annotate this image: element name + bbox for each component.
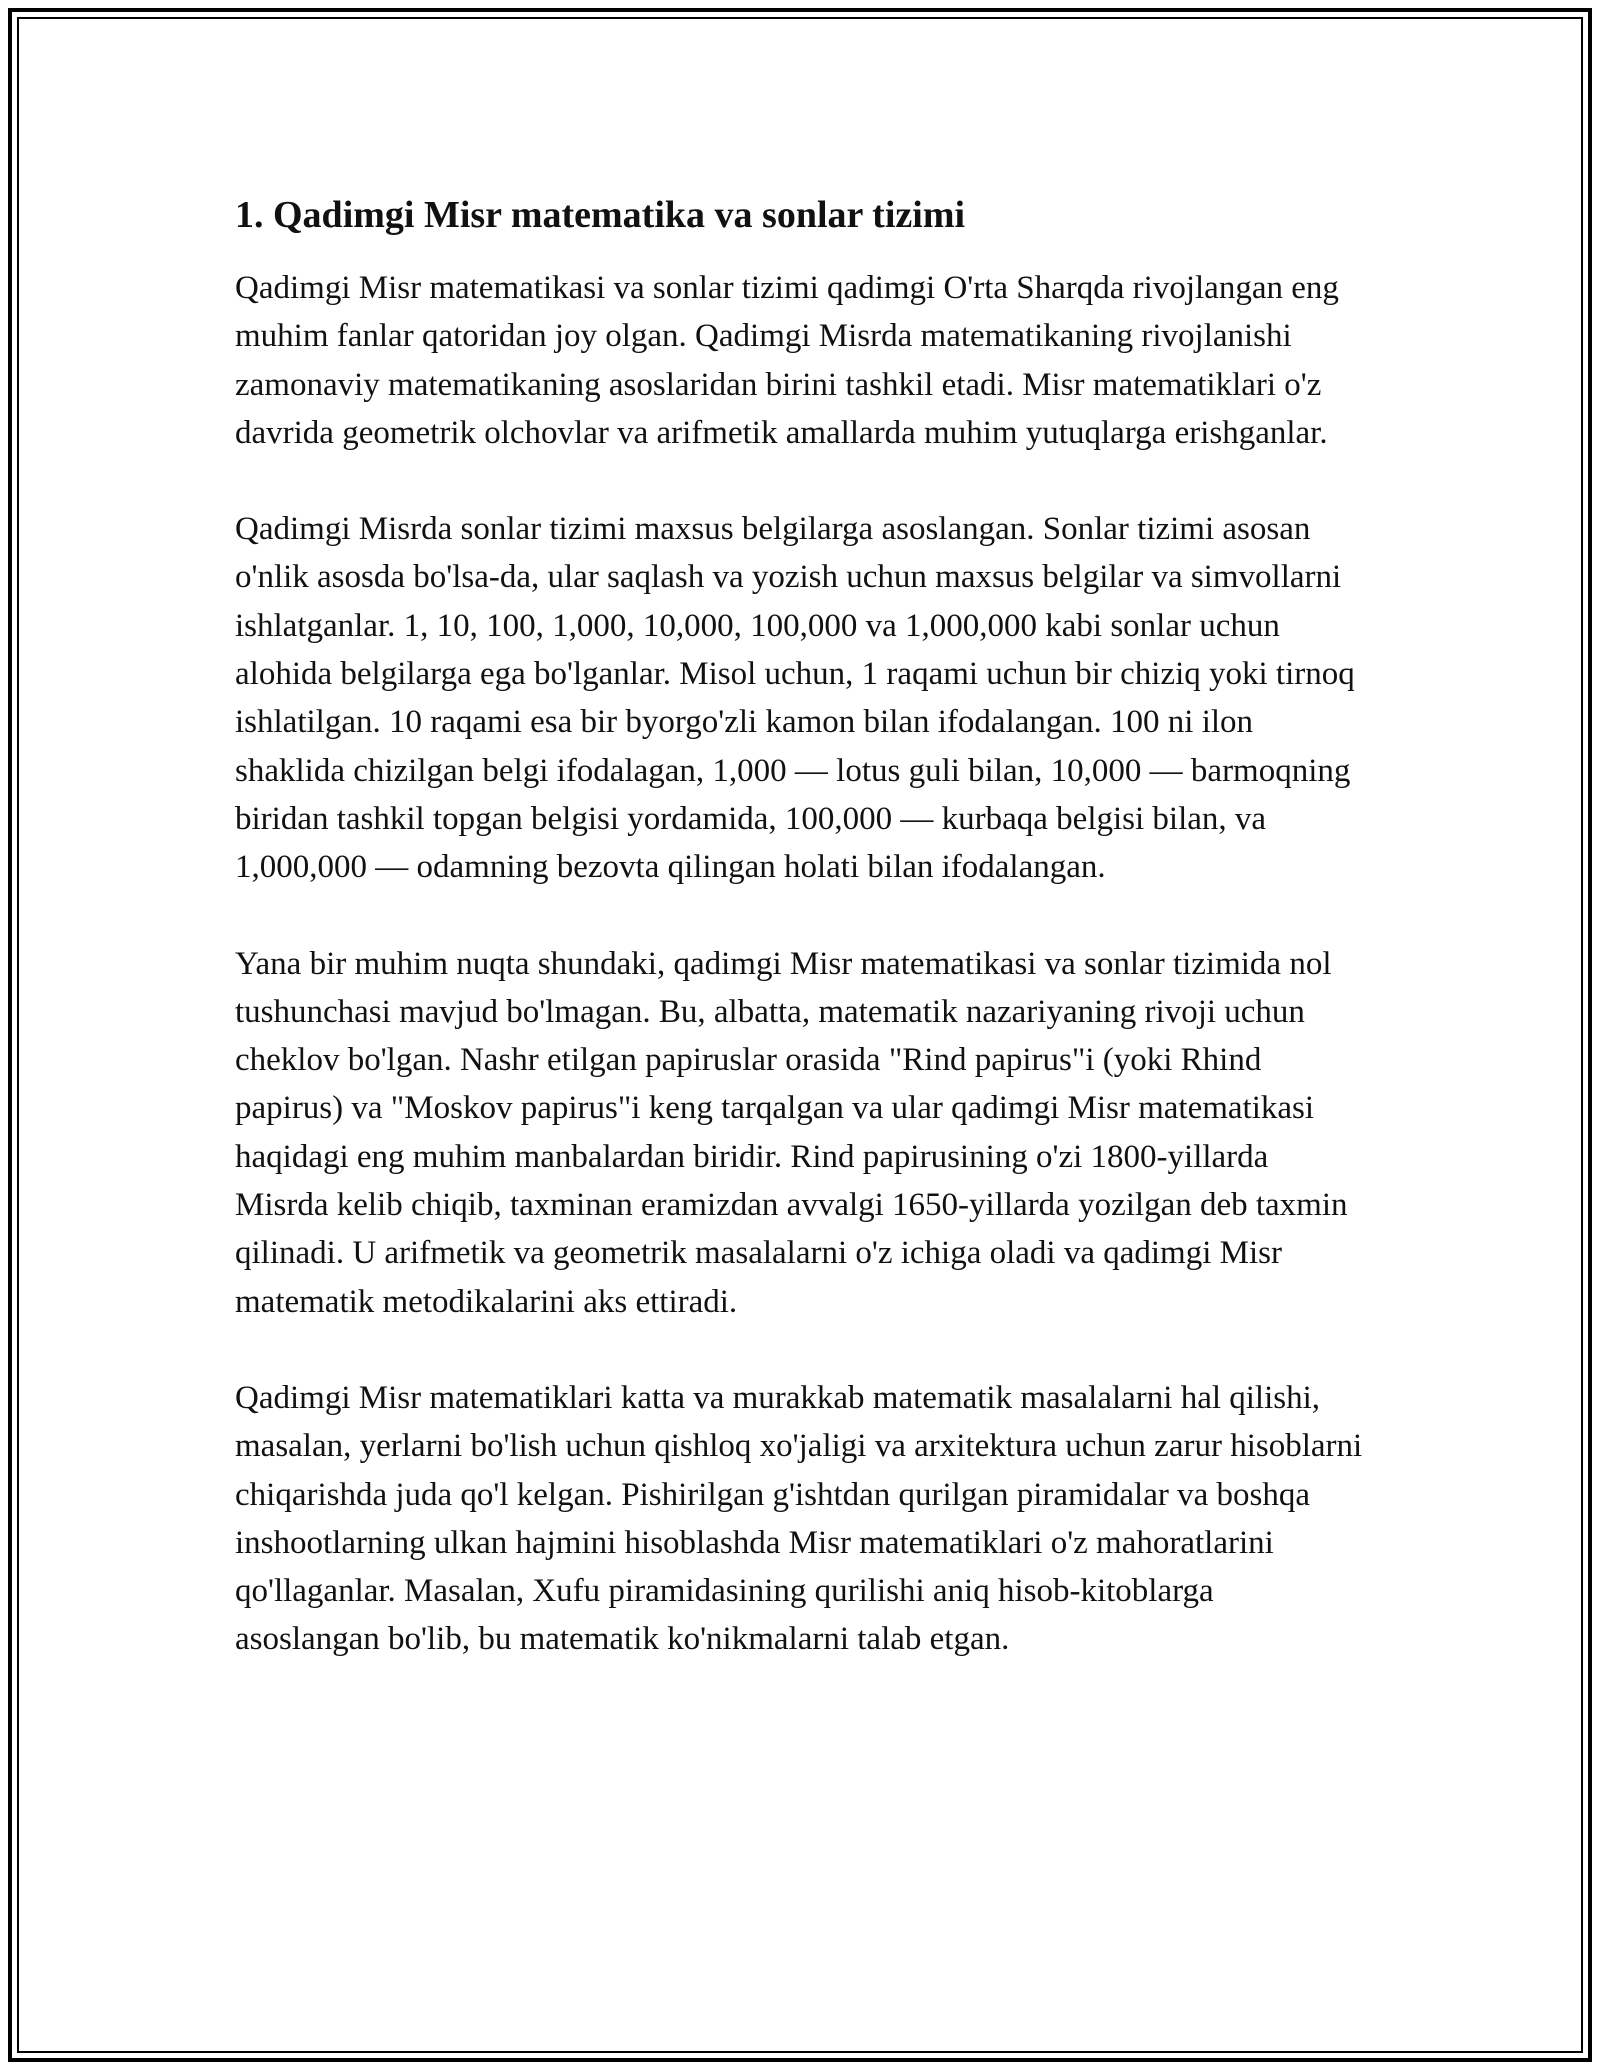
paragraph-2: Qadimgi Misrda sonlar tizimi maxsus belgilarga asoslangan. Sonlar tizimi asosan o'nlik asosda bo'lsa-da, ular saqlash va yozish uchun maxsus belgilar va simvollarni ishlatganlar. 1, 10, 100, 1,000, 10,000, 100,000 va 1,000,000 kabi sonlar uchun alohida belgilarga ega bo'lganlar. Misol uchun, 1 raqami uchun bir chiziq yoki tirnoq ishlatilgan. 10 raqami esa bir byorgo'zli kamon bilan ifodalangan. 100 ni ilon shaklida chizilgan belgi ifodalagan, 1,000 — lotus guli bilan, 10,000 — barmoqning biridan tashkil topgan belgisi yordamida, 100,000 — kurbaqa belgisi bilan, va 1,000,000 — odamning bezovta qilingan holati bilan ifodalangan. bbox=[235, 511, 1355, 886]
paragraph-1: Qadimgi Misr matematikasi va sonlar tizimi qadimgi O'rta Sharqda rivojlangan eng muhim fanlar qatoridan joy olgan. Qadimgi Misrda matematikaning rivojlanishi zamonaviy matematikaning asoslaridan birini tashkil etadi. Misr matematiklari o'z davrida geometrik olchovlar va arifmetik amallarda muhim yutuqlarga erishganlar. bbox=[235, 270, 1339, 451]
paragraph-4: Qadimgi Misr matematiklari katta va murakkab matematik masalalarni hal qilishi, masalan, yerlarni bo'lish uchun qishloq xo'jaligi va arxitektura uchun zarur hisoblarni chiqarishda juda qo'l kelgan. Pishirilgan g'ishtdan qurilgan piramidalar va boshqa inshootlarning ulkan hajmini hisoblashda Misr matematiklari o'z mahoratlarini qo'llaganlar. Masalan, Xufu piramidasining qurilishi aniq hisob-kitoblarga asoslangan bo'lib, bu matematik ko'nikmalarni talab etgan. bbox=[235, 1379, 1363, 1658]
section-title: 1. Qadimgi Misr matematika va sonlar tizimi bbox=[235, 194, 966, 236]
document-body bbox=[235, 188, 1365, 1712]
paragraph-3: Yana bir muhim nuqta shundaki, qadimgi Misr matematikasi va sonlar tizimida nol tushunchasi mavjud bo'lmagan. Bu, albatta, matematik nazariyaning rivoji uchun cheklov bo'lgan. Nashr etilgan papiruslar orasida "Rind papirus"i (yoki Rhind papirus) va "Moskov papirus"i keng tarqalgan va ular qadimgi Misr matematikasi haqidagi eng muhim manbalardan biridir. Rind papirusining o'zi 1800-yillarda Misrda kelib chiqib, taxminan eramizdan avvalgi 1650-yillarda yozilgan deb taxmin qilinadi. U arifmetik va geometrik masalalarni o'z ichiga oladi va qadimgi Misr matematik metodikalarini aks ettiradi. bbox=[235, 945, 1348, 1320]
